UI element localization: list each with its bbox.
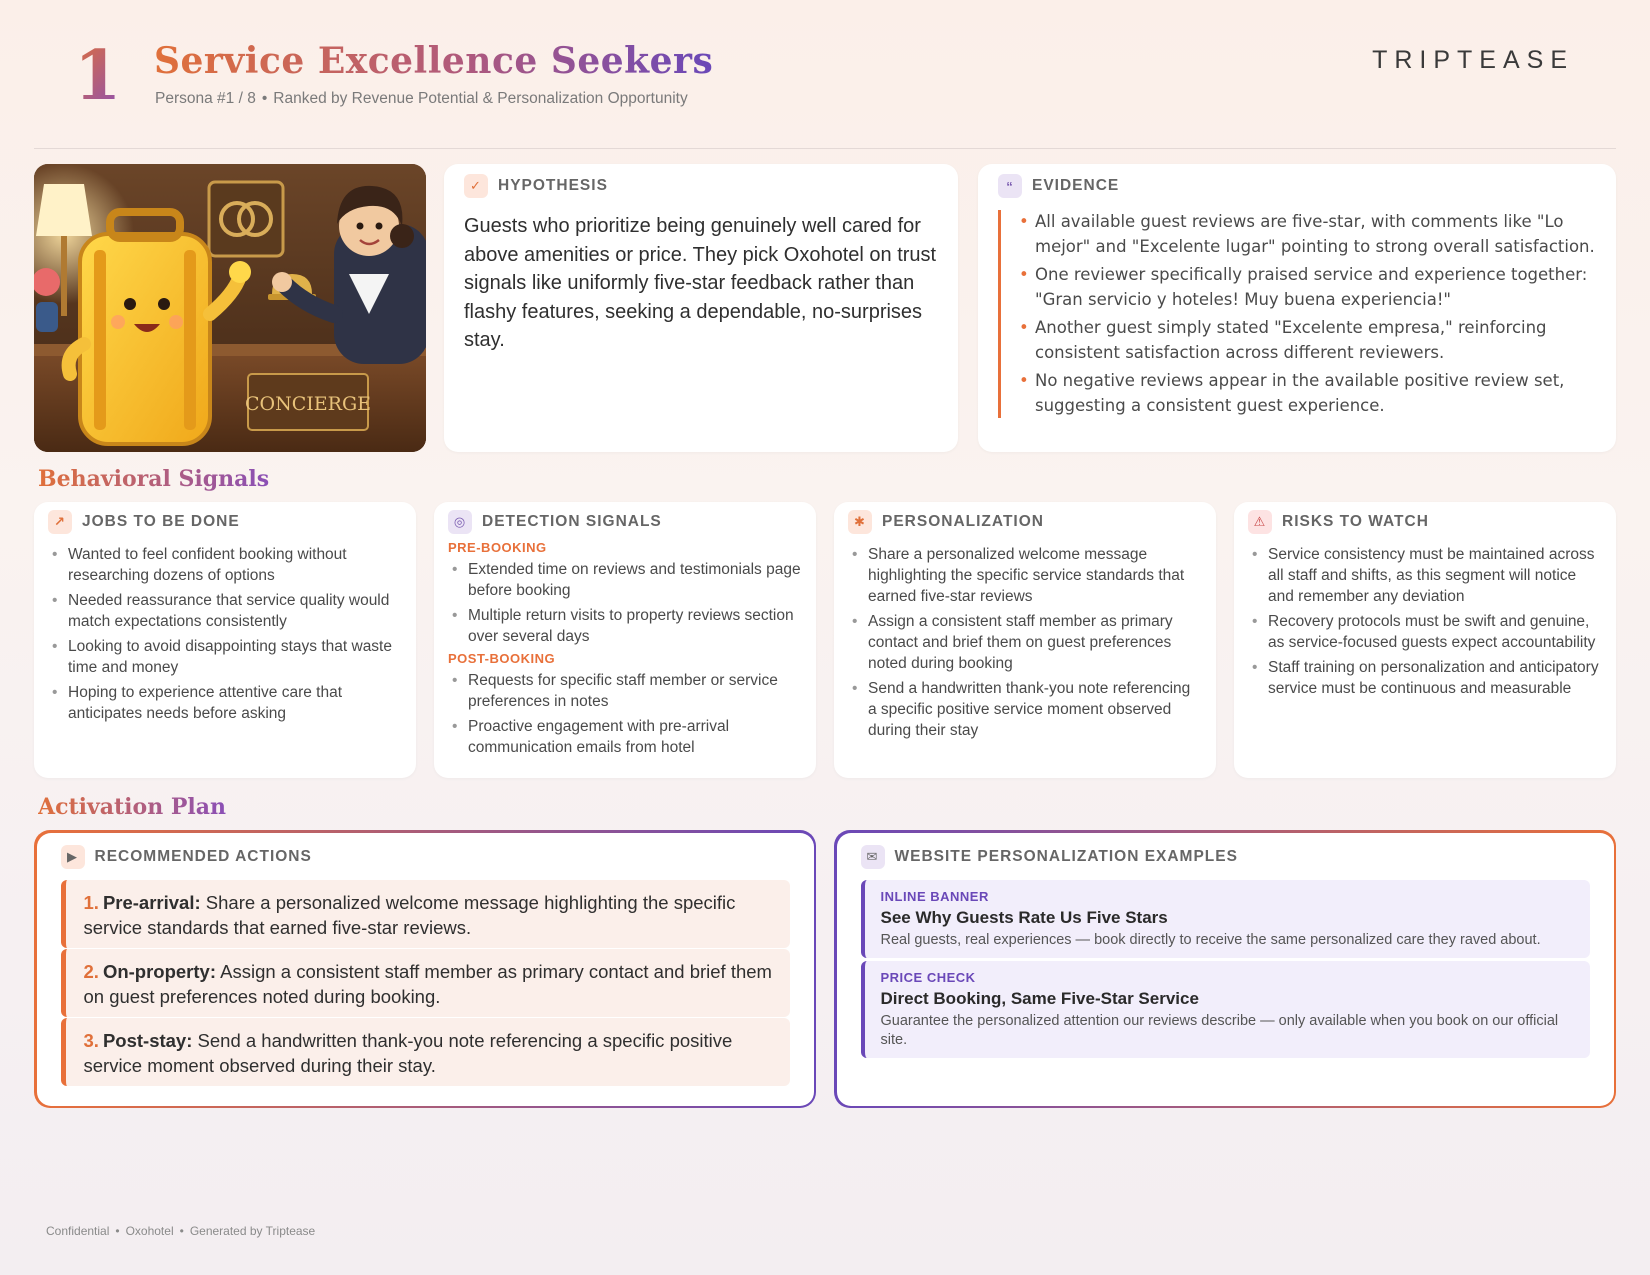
jobs-list <box>48 544 402 724</box>
risks-list <box>1248 544 1602 699</box>
evidence-item: • All available guest reviews are five-star, with comments like "Lo mejor" and "Excelente lugar" pointing to strong overall satisfaction. <box>1021 210 1596 259</box>
recommended-actions-inner <box>37 833 814 1106</box>
list-item: • Extended time on reviews and testimonials page before booking <box>448 559 802 601</box>
recommended-actions-box <box>34 830 816 1108</box>
website-title: WEBSITE PERSONALIZATION EXAMPLES <box>894 847 1238 865</box>
list-item: • Send a handwritten thank-you note referencing a specific positive service moment observed during their stay <box>848 678 1202 741</box>
warning-icon: ⚠ <box>1248 510 1272 534</box>
footer-generated: Generated by Triptease <box>189 1224 316 1238</box>
evidence-list <box>998 210 1596 418</box>
hypothesis-text: Guests who prioritize being genuinely well cared for above amenities or price. They pick Oxohotel on trust signals like uniformly five-star feedback rather than flashy features, seeking a dependable, no-surprises stay. <box>464 215 937 351</box>
list-item: • Staff training on personalization and anticipatory service must be continuous and measurable <box>1248 657 1602 699</box>
personalization-heading <box>848 510 1202 534</box>
list-item: • Looking to avoid disappointing stays that waste time and money <box>48 636 402 678</box>
action-item-pre-arrival <box>61 880 790 948</box>
hypothesis-title: HYPOTHESIS <box>498 177 608 194</box>
price-check-example <box>861 961 1590 1058</box>
personalization-title: PERSONALIZATION <box>882 513 1044 530</box>
evidence-item: • No negative reviews appear in the available positive review set, suggesting a consistent guest experience. <box>1021 369 1596 418</box>
action-number: 2. <box>83 960 99 982</box>
action-number: 1. <box>83 891 99 913</box>
pre-booking-list <box>448 559 802 647</box>
action-key: Post-stay: <box>102 1029 193 1051</box>
action-text: Share a personalized welcome message highlighting the specific service standards that earned five-star reviews. <box>83 891 736 938</box>
list-item: • Multiple return visits to property reviews section over several days <box>448 605 802 647</box>
action-item-on-property <box>61 949 790 1017</box>
list-item: • Requests for specific staff member or service preferences in notes <box>448 670 802 712</box>
list-item: • Wanted to feel confident booking without researching dozens of options <box>48 544 402 586</box>
action-text: Send a handwritten thank-you note referencing a specific positive service moment observed during their stay. <box>83 1029 733 1076</box>
actions-heading <box>61 845 312 869</box>
action-number: 3. <box>83 1029 99 1051</box>
website-personalization-box <box>834 830 1616 1108</box>
persona-illustration <box>34 164 426 452</box>
example-body: Guarantee the personalized attention our reviews describe — only available when you book on our official site. <box>880 1012 1559 1048</box>
page-subtitle <box>155 90 688 108</box>
risks-title: RISKS TO WATCH <box>1282 513 1429 530</box>
arrow-up-right-icon: ↗ <box>48 510 72 534</box>
jobs-heading <box>48 510 402 534</box>
concierge-sign: CONCIERGE <box>244 393 372 415</box>
action-text: Assign a consistent staff member as primary contact and brief them on guest preferences noted during booking. <box>83 960 772 1007</box>
target-icon: ◎ <box>448 510 472 534</box>
header-divider <box>34 148 1616 149</box>
separator-dot: • <box>115 1224 120 1238</box>
example-label: PRICE CHECK <box>880 969 976 985</box>
hypothesis-heading <box>464 174 938 198</box>
example-label: INLINE BANNER <box>880 888 989 904</box>
evidence-title: EVIDENCE <box>1032 177 1120 194</box>
evidence-item: • Another guest simply stated "Excelente empresa," reinforcing consistent satisfaction across different reviewers. <box>1021 316 1596 365</box>
post-booking-list <box>448 670 802 758</box>
quote-icon: “ <box>998 174 1022 198</box>
page-header <box>36 30 1614 150</box>
persona-index: Persona #1 / 8 <box>155 90 256 107</box>
check-icon: ✓ <box>464 174 488 198</box>
detection-heading <box>448 510 802 534</box>
website-personalization-inner <box>837 833 1614 1106</box>
detection-card <box>434 502 816 778</box>
footer-confidential: Confidential <box>46 1224 110 1238</box>
detection-title: DETECTION SIGNALS <box>482 513 662 530</box>
page-title: Service Excellence Seekers <box>154 40 714 82</box>
action-key: On-property: <box>102 960 216 982</box>
list-item: • Service consistency must be maintained across all staff and shifts, as this segment will notice and remember any deviation <box>1248 544 1602 607</box>
evidence-heading <box>998 174 1596 198</box>
separator-dot: • <box>261 90 268 107</box>
ranking-text: Ranked by Revenue Potential & Personalization Opportunity <box>273 90 688 107</box>
jobs-card <box>34 502 416 778</box>
example-headline: See Why Guests Rate Us Five Stars <box>880 907 1168 927</box>
concierge-scene-illustration <box>34 164 426 452</box>
separator-dot: • <box>179 1224 184 1238</box>
list-item: • Needed reassurance that service quality would match expectations consistently <box>48 590 402 632</box>
actions-title: RECOMMENDED ACTIONS <box>94 847 312 865</box>
website-heading <box>861 845 1238 869</box>
jobs-title: JOBS TO BE DONE <box>82 513 240 530</box>
list-item: • Proactive engagement with pre-arrival communication emails from hotel <box>448 716 802 758</box>
post-booking-label: POST-BOOKING <box>448 651 556 666</box>
activation-plan-title: Activation Plan <box>38 794 227 820</box>
example-headline: Direct Booking, Same Five-Star Service <box>880 988 1199 1008</box>
hypothesis-card <box>444 164 958 452</box>
page-footer <box>46 1224 315 1238</box>
example-body: Real guests, real experiences — book directly to receive the same personalized care they raved about. <box>880 931 1541 948</box>
personalization-list <box>848 544 1202 741</box>
list-item: • Hoping to experience attentive care that anticipates needs before asking <box>48 682 402 724</box>
mail-icon: ✉ <box>861 845 885 869</box>
action-key: Pre-arrival: <box>102 891 201 913</box>
personalization-card <box>834 502 1216 778</box>
pre-booking-label: PRE-BOOKING <box>448 540 547 555</box>
footer-hotel: Oxohotel <box>125 1224 174 1238</box>
brand-logo: TRIPTEASE <box>1372 46 1574 74</box>
inline-banner-example <box>861 880 1590 958</box>
evidence-item: • One reviewer specifically praised service and experience together: "Gran servicio y hoteles! Muy buena experiencia!" <box>1021 263 1596 312</box>
risks-heading <box>1248 510 1602 534</box>
persona-number: 1 <box>74 36 122 116</box>
list-item: • Assign a consistent staff member as primary contact and brief them on guest preferences noted during booking <box>848 611 1202 674</box>
play-icon: ▶ <box>61 845 85 869</box>
action-item-post-stay <box>61 1018 790 1086</box>
list-item: • Share a personalized welcome message highlighting the specific service standards that earned five-star reviews <box>848 544 1202 607</box>
evidence-card <box>978 164 1616 452</box>
sparkle-icon: ✱ <box>848 510 872 534</box>
behavioral-signals-title: Behavioral Signals <box>38 466 270 492</box>
list-item: • Recovery protocols must be swift and genuine, as service-focused guests expect accountability <box>1248 611 1602 653</box>
risks-card <box>1234 502 1616 778</box>
